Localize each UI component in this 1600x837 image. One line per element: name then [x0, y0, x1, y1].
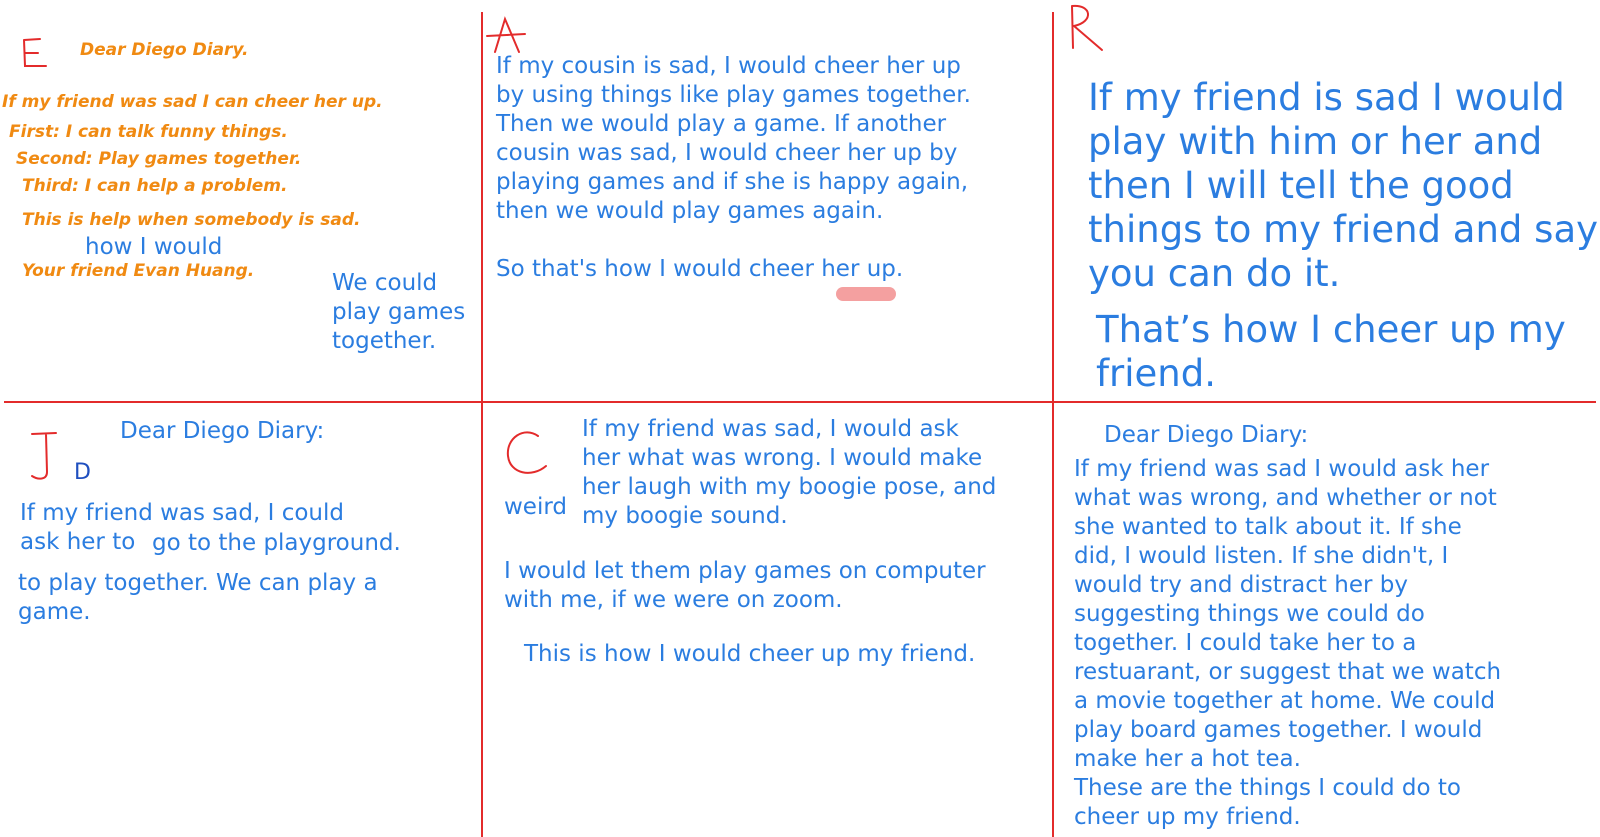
panel-a-line-5: playing games and if she is happy again, — [496, 169, 969, 195]
panel-j-line-3: to play together. We can play a — [18, 570, 378, 596]
panel-6-line-7: together. I could take her to a — [1074, 630, 1417, 656]
panel-r-line-4: things to my friend and say — [1088, 208, 1599, 251]
panel-c-line-4: my boogie sound. — [582, 503, 788, 529]
panel-j-initial-d: D — [74, 460, 91, 485]
panel-6-line-2: what was wrong, and whether or not — [1074, 485, 1497, 511]
panel-e-signoff: Your friend Evan Huang. — [22, 261, 255, 281]
panel-6-line-11: make her a hot tea. — [1074, 746, 1301, 772]
panel-6-line-13: cheer up my friend. — [1074, 804, 1301, 830]
panel-e-insert: how I would — [85, 234, 223, 260]
panel-r-closing-2: friend. — [1096, 352, 1216, 395]
panel-6-line-8: restuarant, or suggest that we watch — [1074, 659, 1502, 685]
initial-e-handwriting — [20, 36, 50, 74]
panel-6-line-12: These are the things I could do to — [1074, 775, 1462, 801]
panel-r-closing-1: That’s how I cheer up my — [1096, 308, 1566, 351]
panel-j-line-4: game. — [18, 599, 91, 625]
initial-r-handwriting — [1068, 2, 1108, 56]
panel-6-line-1: If my friend was sad I would ask her — [1074, 456, 1490, 482]
panel-c-line-3: her laugh with my boogie pose, and — [582, 474, 997, 500]
panel-r-line-1: If my friend is sad I would — [1088, 76, 1565, 119]
panel-e-note-3: together. — [332, 328, 437, 354]
panel-a-line-2: by using things like play games together. — [496, 82, 971, 108]
panel-e-note-2: play games — [332, 299, 466, 325]
panel-c-line-5: I would let them play games on computer — [504, 558, 986, 584]
panel-j-line-1: If my friend was sad, I could — [20, 500, 344, 526]
panel-e-note-1: We could — [332, 270, 438, 296]
panel-c-line-1: If my friend was sad, I would ask — [582, 416, 959, 442]
grid-divider-horizontal — [4, 401, 1596, 403]
initial-c-handwriting — [504, 428, 550, 482]
panel-e-line-4: Third: I can help a problem. — [22, 176, 288, 196]
panel-j-line-2a: ask her to — [20, 529, 136, 555]
panel-a-closing: So that's how I would cheer her up. — [496, 256, 904, 282]
panel-e-line-1: If my friend was sad I can cheer her up. — [2, 92, 383, 112]
panel-6-line-6: suggesting things we could do — [1074, 601, 1425, 627]
panel-e-line-2: First: I can talk funny things. — [9, 122, 288, 142]
panel-e-line-5: This is help when somebody is sad. — [22, 210, 361, 230]
panel-6-line-10: play board games together. I would — [1074, 717, 1483, 743]
panel-c-line-6: with me, if we were on zoom. — [504, 587, 843, 613]
panel-a-line-3: Then we would play a game. If another — [496, 111, 947, 137]
highlighter-mark — [836, 287, 896, 301]
panel-6-line-5: would try and distract her by — [1074, 572, 1408, 598]
panel-e-line-3: Second: Play games together. — [16, 149, 302, 169]
panel-c-closing: This is how I would cheer up my friend. — [524, 641, 976, 667]
panel-6-line-4: did, I would listen. If she didn't, I — [1074, 543, 1449, 569]
panel-e-title: Dear Diego Diary. — [80, 40, 249, 60]
initial-j-handwriting — [28, 430, 58, 486]
panel-j-title: Dear Diego Diary: — [120, 418, 325, 444]
panel-j-line-2b: go to the playground. — [152, 530, 401, 556]
panel-6-title: Dear Diego Diary: — [1104, 422, 1309, 448]
panel-a-line-4: cousin was sad, I would cheer her up by — [496, 140, 958, 166]
grid-divider-vertical-left — [481, 12, 483, 837]
grid-divider-vertical-right — [1052, 12, 1054, 837]
panel-6-line-9: a movie together at home. We could — [1074, 688, 1496, 714]
panel-r-line-3: then I will tell the good — [1088, 164, 1514, 207]
panel-r-line-2: play with him or her and — [1088, 120, 1543, 163]
panel-a-line-6: then we would play games again. — [496, 198, 884, 224]
panel-a-line-1: If my cousin is sad, I would cheer her up — [496, 53, 961, 79]
initial-a-handwriting — [485, 14, 535, 58]
panel-c-line-2: her what was wrong. I would make — [582, 445, 983, 471]
panel-r-line-5: you can do it. — [1088, 252, 1341, 295]
panel-c-aside: weird — [504, 494, 568, 520]
panel-6-line-3: she wanted to talk about it. If she — [1074, 514, 1462, 540]
